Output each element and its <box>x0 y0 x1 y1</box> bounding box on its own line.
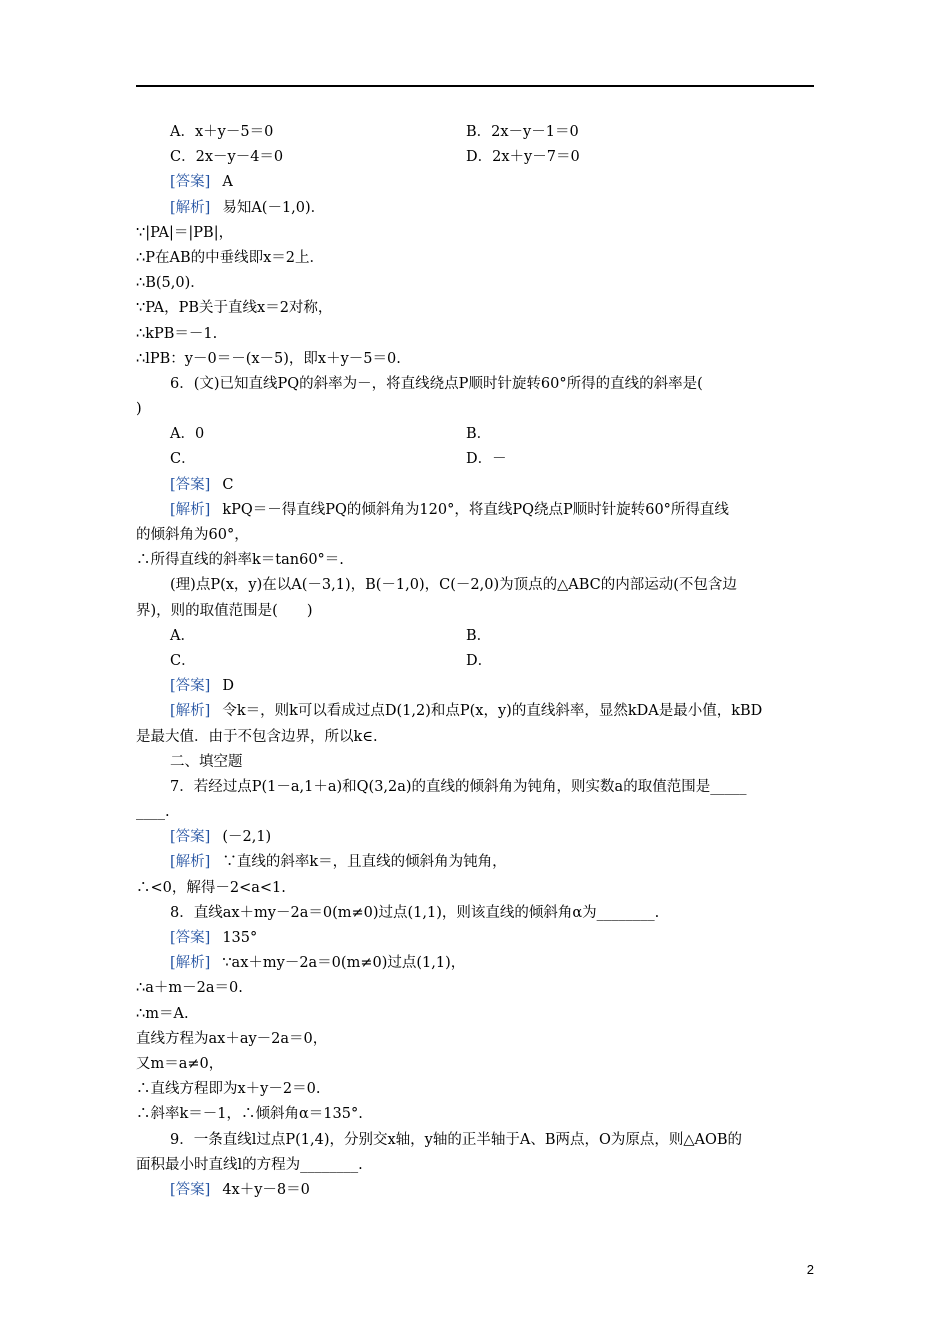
q6-li-options-row1 <box>136 624 816 649</box>
q9-answer <box>136 1178 816 1203</box>
q7-answer <box>136 825 816 850</box>
q6-li-stem: (理)点P(x，y)在以A(－3,1)，B(－1,0)，C(－2,0)为顶点的△ABC的内部运动(不包含边 <box>170 577 737 594</box>
answer-tag: [答案] <box>170 930 211 946</box>
analysis-tag: [解析] <box>170 199 211 216</box>
q8-analysis-line: ∴m＝A. <box>136 1005 189 1022</box>
q7-stem: 7．若经过点P(1－a,1＋a)和Q(3,2a)的直线的倾斜角为钝角，则实数a的取值范围是_____ <box>170 778 747 795</box>
q6-li-option-a: A． <box>170 627 195 644</box>
q6-li-option-b: B． <box>466 627 492 644</box>
q6-li-option-d: D． <box>466 652 493 669</box>
q6-analysis <box>136 498 816 523</box>
q5-analysis-line: ∴P在AB的中垂线即x＝2上． <box>136 249 325 266</box>
answer-value: D <box>222 678 234 695</box>
analysis-text: kPQ＝－得直线PQ的倾斜角为120°，将直线PQ绕点P顺时针旋转60°所得直线 <box>222 501 729 518</box>
answer-tag: [答案] <box>170 476 211 493</box>
q6-option-c: C． <box>170 451 196 468</box>
q9-stem-cont: 面积最小时直线l的方程为________. <box>136 1156 363 1173</box>
analysis-tag: [解析] <box>170 955 211 972</box>
q5-analysis-line: ∵|PA|＝|PB|， <box>136 224 234 241</box>
q6-option-d: D．－ <box>466 451 507 468</box>
q6-analysis-line: 的倾斜角为60°， <box>136 527 249 543</box>
q5-analysis-line: ∴kPB＝－1. <box>136 325 218 342</box>
q8-analysis-line: ∴直线方程即为x＋y－2＝0. <box>136 1081 321 1098</box>
q6-answer <box>136 473 816 498</box>
analysis-text: ∵直线的斜率k＝，且直线的倾斜角为钝角， <box>222 854 507 871</box>
q6-option-b: B． <box>466 426 492 443</box>
answer-tag: [答案] <box>170 1181 211 1198</box>
q5-analysis-line: ∴lPB：y－0＝－(x－5)，即x＋y－5＝0. <box>136 350 401 367</box>
q6-option-a: A．0 <box>170 426 205 443</box>
answer-tag: [答案] <box>170 678 211 695</box>
q7-stem-cont: ____. <box>136 804 170 821</box>
answer-value: A <box>222 174 233 191</box>
q6-li-answer <box>136 674 816 699</box>
q5-option-b: B．2x－y－1＝0 <box>466 124 579 140</box>
analysis-text: 易知A(－1,0)． <box>222 199 326 216</box>
q6-li-analysis-line: 是最大值．由于不包含边界，所以k∈. <box>136 728 378 745</box>
q5-option-c: C．2x－y－4＝0 <box>170 149 284 166</box>
q5-analysis-line: ∴B(5,0)． <box>136 275 205 292</box>
q6-li-options-row2 <box>136 649 816 674</box>
q6-analysis-line: ∴所得直线的斜率k＝tan60°＝. <box>136 552 344 569</box>
analysis-text: ∵ax＋my－2a＝0(m≠0)过点(1,1)， <box>222 955 466 972</box>
q8-analysis-line: ∴斜率k＝－1，∴倾斜角α＝135°. <box>136 1106 363 1123</box>
answer-value: C <box>222 476 234 493</box>
q6-options-row1 <box>136 422 816 447</box>
q5-options-row1 <box>136 120 816 145</box>
q7-analysis <box>136 850 816 875</box>
q8-analysis-line: ∴a＋m－2a＝0. <box>136 980 243 997</box>
q9-stem: 9．一条直线l过点P(1,4)，分别交x轴，y轴的正半轴于A、B两点，O为原点，则△AOB的 <box>170 1131 743 1148</box>
analysis-tag: [解析] <box>170 501 211 518</box>
section-heading: 二、填空题 <box>170 753 243 770</box>
answer-value: (－2,1) <box>222 829 272 846</box>
q6-li-stem-cont: 界)，则的取值范围是( ) <box>136 602 313 619</box>
q5-options-row2 <box>136 145 816 170</box>
q8-answer <box>136 926 816 951</box>
q8-analysis <box>136 951 816 976</box>
answer-value: 4x＋y－8＝0 <box>222 1181 310 1198</box>
answer-value: 135° <box>222 930 258 946</box>
header-rule <box>136 85 814 87</box>
q6-stem-cont: ) <box>136 401 142 418</box>
q6-li-option-c: C． <box>170 652 196 669</box>
answer-tag: [答案] <box>170 174 211 191</box>
q7-analysis-line: ∴<0，解得－2<a<1. <box>136 879 286 896</box>
q6-li-analysis <box>136 699 816 724</box>
q6-options-row2 <box>136 447 816 472</box>
q5-option-a: A．x＋y－5＝0 <box>170 124 274 140</box>
q8-analysis-line: 直线方程为ax＋ay－2a＝0， <box>136 1030 328 1047</box>
q5-answer <box>136 170 816 195</box>
answer-tag: [答案] <box>170 829 211 846</box>
analysis-text: 令k＝，则k可以看成过点D(1,2)和点P(x，y)的直线斜率，显然kDA是最小值，kBD <box>222 703 763 720</box>
analysis-tag: [解析] <box>170 854 211 871</box>
analysis-tag: [解析] <box>170 703 211 720</box>
q5-option-d: D．2x＋y－7＝0 <box>466 149 580 166</box>
q5-analysis <box>136 196 816 221</box>
q5-analysis-line: ∵PA，PB关于直线x＝2对称， <box>136 300 333 317</box>
q6-stem: 6．(文)已知直线PQ的斜率为－，将直线绕点P顺时针旋转60°所得的直线的斜率是( <box>170 375 703 392</box>
page-number: 2 <box>806 1262 814 1277</box>
document-body <box>136 120 816 1203</box>
q8-analysis-line: 又m＝a≠0， <box>136 1055 224 1072</box>
q8-stem: 8．直线ax＋my－2a＝0(m≠0)过点(1,1)，则该直线的倾斜角α为________. <box>170 904 660 921</box>
